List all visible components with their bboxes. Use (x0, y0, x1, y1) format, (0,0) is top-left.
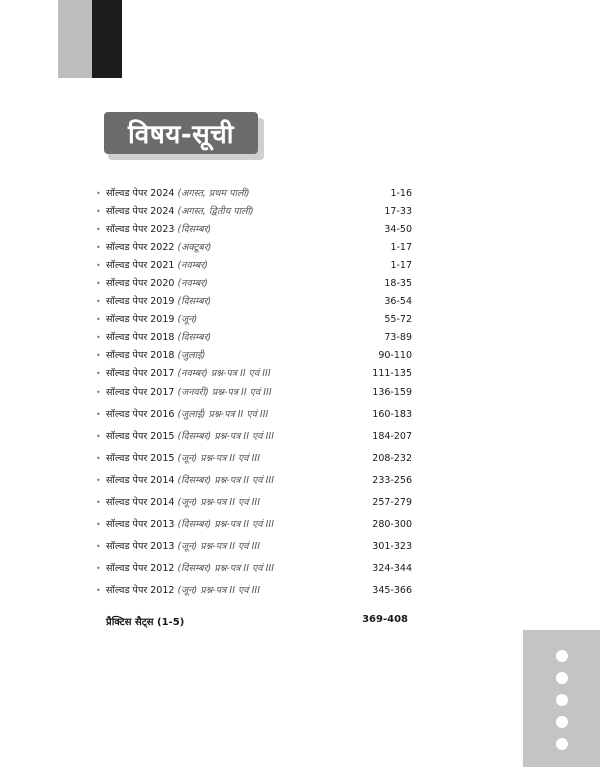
bullet-icon: • (96, 243, 101, 252)
corner-tab-black (92, 0, 122, 78)
entry-label (106, 350, 352, 362)
entry-title: सॉल्वड पेपर 2021 (106, 260, 175, 271)
bullet-icon: • (96, 388, 101, 397)
entry-label (106, 563, 352, 575)
bullet-icon: • (96, 279, 101, 288)
entry-note: (दिसम्बर) (177, 224, 212, 235)
entry-pages: 90-110 (378, 350, 412, 361)
bullet-icon: • (96, 207, 101, 216)
entry-note: (अक्टूबर) (177, 242, 212, 253)
entry-pages: 17-33 (384, 206, 412, 217)
entry-note: (दिसम्बर) प्रश्न-पत्र II एवं III (177, 475, 275, 486)
dot-icon (556, 650, 568, 662)
entry-label (106, 332, 352, 344)
entry-title: सॉल्वड पेपर 2014 (106, 497, 175, 508)
list-item (96, 368, 412, 380)
entry-pages: 324-344 (372, 563, 412, 574)
entry-pages: 160-183 (372, 409, 412, 420)
dot-icon (556, 716, 568, 728)
entry-pages: 184-207 (372, 431, 412, 442)
bullet-icon: • (96, 315, 101, 324)
entry-pages: 34-50 (384, 224, 412, 235)
dot-icon (556, 694, 568, 706)
entry-note: (अगस्त, द्वितीय पाली) (177, 206, 254, 217)
list-item (96, 350, 412, 362)
entry-label (106, 519, 352, 531)
entry-note: (दिसम्बर) (177, 296, 212, 307)
entry-title: सॉल्वड पेपर 2013 (106, 519, 175, 530)
entry-note: (जून) प्रश्न-पत्र II एवं III (177, 497, 261, 508)
entry-pages: 1-17 (390, 242, 412, 253)
bullet-icon: • (96, 410, 101, 419)
entry-label (106, 224, 352, 236)
list-item (96, 206, 412, 218)
list-item (96, 519, 412, 531)
entry-pages: 1-17 (390, 260, 412, 271)
entry-title: सॉल्वड पेपर 2012 (106, 585, 175, 596)
entry-label (106, 260, 352, 272)
corner-tab-gray (58, 0, 92, 78)
list-item (96, 453, 412, 465)
entry-label (106, 188, 352, 200)
entry-title: सॉल्वड पेपर 2015 (106, 453, 175, 464)
entry-note: (जून) प्रश्न-पत्र II एवं III (177, 541, 261, 552)
entry-title: सॉल्वड पेपर 2020 (106, 278, 175, 289)
entry-pages: 111-135 (372, 368, 412, 379)
bullet-icon: • (96, 261, 101, 270)
entry-label (106, 541, 352, 553)
bullet-icon: • (96, 498, 101, 507)
entry-title: सॉल्वड पेपर 2019 (106, 314, 175, 325)
list-item (96, 188, 412, 200)
entry-title: सॉल्वड पेपर 2024 (106, 188, 175, 199)
entry-label (106, 387, 352, 399)
entry-pages: 36-54 (384, 296, 412, 307)
bullet-icon: • (96, 189, 101, 198)
list-item (96, 278, 412, 290)
entry-note: (जून) (177, 314, 198, 325)
entry-pages: 55-72 (384, 314, 412, 325)
entry-label (106, 585, 352, 597)
entry-label (106, 475, 352, 487)
entry-note: (दिसम्बर) प्रश्न-पत्र II एवं III (177, 563, 275, 574)
entry-pages: 301-323 (372, 541, 412, 552)
list-item (96, 314, 412, 326)
entry-title: सॉल्वड पेपर 2012 (106, 563, 175, 574)
entry-note: (दिसम्बर) प्रश्न-पत्र II एवं III (177, 519, 275, 530)
entry-title: सॉल्वड पेपर 2017 (106, 387, 175, 398)
entry-title: सॉल्वड पेपर 2018 (106, 332, 175, 343)
entry-label (106, 278, 352, 290)
dot-icon (556, 738, 568, 750)
list-item (96, 431, 412, 443)
entry-title: सॉल्वड पेपर 2018 (106, 350, 175, 361)
entry-pages: 345-366 (372, 585, 412, 596)
entry-note: (जून) प्रश्न-पत्र II एवं III (177, 453, 261, 464)
entry-title: सॉल्वड पेपर 2013 (106, 541, 175, 552)
entry-label (106, 431, 352, 443)
bullet-icon: • (96, 476, 101, 485)
entry-label (106, 206, 352, 218)
title-block (104, 112, 264, 160)
entry-pages: 233-256 (372, 475, 412, 486)
entry-title: सॉल्वड पेपर 2014 (106, 475, 175, 486)
entry-title: सॉल्वड पेपर 2019 (106, 296, 175, 307)
entry-note: (जून) प्रश्न-पत्र II एवं III (177, 585, 261, 596)
entry-note: (नवम्बर) (177, 260, 208, 271)
entry-title: सॉल्वड पेपर 2022 (106, 242, 175, 253)
dot-icon (556, 672, 568, 684)
list-item (96, 497, 412, 509)
entry-title: सॉल्वड पेपर 2015 (106, 431, 175, 442)
side-decoration-panel (523, 630, 600, 767)
practice-sets-pages: 369-408 (362, 614, 408, 625)
list-item (96, 332, 412, 344)
entry-title: सॉल्वड पेपर 2016 (106, 409, 175, 420)
list-item (96, 224, 412, 236)
list-item (96, 387, 412, 399)
page-title: विषय-सूची (104, 112, 258, 154)
entry-label (106, 497, 352, 509)
bullet-icon: • (96, 333, 101, 342)
entry-pages: 257-279 (372, 497, 412, 508)
practice-sets-entry (106, 614, 408, 628)
entry-title: सॉल्वड पेपर 2024 (106, 206, 175, 217)
practice-sets-label: प्रैक्टिस सैट्स (1-5) (106, 617, 185, 628)
bullet-icon: • (96, 542, 101, 551)
list-item (96, 296, 412, 308)
entry-label (106, 242, 352, 254)
entry-pages: 208-232 (372, 453, 412, 464)
list-item (96, 563, 412, 575)
list-item (96, 409, 412, 421)
bullet-icon: • (96, 454, 101, 463)
list-item (96, 260, 412, 272)
entry-label (106, 409, 352, 421)
bullet-icon: • (96, 520, 101, 529)
entry-pages: 1-16 (390, 188, 412, 199)
entry-note: (नवम्बर) (177, 278, 208, 289)
bullet-icon: • (96, 297, 101, 306)
bullet-icon: • (96, 225, 101, 234)
bullet-icon: • (96, 564, 101, 573)
bullet-icon: • (96, 351, 101, 360)
entry-pages: 280-300 (372, 519, 412, 530)
entry-label (106, 368, 352, 380)
entry-note: (जुलाई) (177, 350, 206, 361)
entry-note: (दिसम्बर) प्रश्न-पत्र II एवं III (177, 431, 275, 442)
entry-pages: 18-35 (384, 278, 412, 289)
bullet-icon: • (96, 432, 101, 441)
entry-title: सॉल्वड पेपर 2017 (106, 368, 175, 379)
entry-note: (अगस्त, प्रथम पाली) (177, 188, 250, 199)
entry-note: (जनवरी) प्रश्न-पत्र II एवं III (177, 387, 272, 398)
list-item (96, 242, 412, 254)
entry-note: (नवम्बर) प्रश्न-पत्र II एवं III (177, 368, 271, 379)
entry-title: सॉल्वड पेपर 2023 (106, 224, 175, 235)
entry-label (106, 453, 352, 465)
bullet-icon: • (96, 586, 101, 595)
entry-note: (जुलाई) प्रश्न-पत्र II एवं III (177, 409, 269, 420)
list-item (96, 541, 412, 553)
entry-pages: 73-89 (384, 332, 412, 343)
entry-note: (दिसम्बर) (177, 332, 212, 343)
list-item (96, 475, 412, 487)
bullet-icon: • (96, 369, 101, 378)
entry-label (106, 314, 352, 326)
entry-label (106, 296, 352, 308)
entry-pages: 136-159 (372, 387, 412, 398)
list-item (96, 585, 412, 597)
